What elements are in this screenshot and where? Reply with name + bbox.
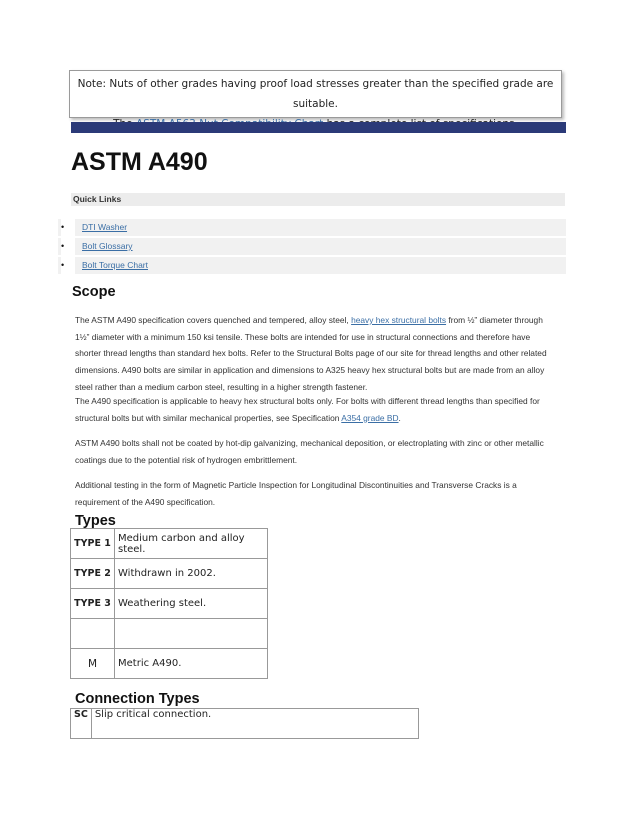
type-key: M xyxy=(71,649,115,679)
quick-link-bolt-torque-chart[interactable] xyxy=(58,257,566,274)
type-key: TYPE 1 xyxy=(71,529,115,559)
type-key: TYPE 3 xyxy=(71,589,115,619)
types-table xyxy=(70,528,268,679)
quick-link-label[interactable]: Bolt Torque Chart xyxy=(82,260,148,270)
table-row xyxy=(71,589,268,619)
connection-types-heading: Connection Types xyxy=(75,691,200,707)
scope-paragraph-3: ASTM A490 bolts shall not be coated by hot-dip galvanizing, mechanical deposition, or electroplating with zinc or other metallic coatings due to the potential risk of hydrogen embrittlement. xyxy=(75,438,544,465)
table-row xyxy=(71,529,268,559)
bullet: • xyxy=(61,219,75,236)
quick-links-heading: Quick Links xyxy=(71,193,565,206)
page-title: ASTM A490 xyxy=(71,148,208,176)
table-row xyxy=(71,559,268,589)
type-value: Weathering steel. xyxy=(115,589,268,619)
type-value: Medium carbon and alloy steel. xyxy=(115,529,268,559)
type-value: Metric A490. xyxy=(115,649,268,679)
connection-value: Slip critical connection. xyxy=(91,709,418,739)
quick-link-label[interactable]: Bolt Glossary xyxy=(82,241,133,251)
quick-link-dti-washer[interactable] xyxy=(58,219,566,236)
note-box xyxy=(69,70,562,118)
connection-types-table xyxy=(70,708,419,739)
connection-key: SC xyxy=(71,709,92,739)
type-key xyxy=(71,619,115,649)
quick-link-bolt-glossary[interactable] xyxy=(58,238,566,255)
type-key: TYPE 2 xyxy=(71,559,115,589)
header-bar xyxy=(71,122,566,133)
scope-paragraph-1: The ASTM A490 specification covers quenched and tempered, alloy steel, heavy hex structural bolts from ½” diameter through 1½” diameter with a minimum 150 ksi tensile. These bolts are intended for use in structural connections and therefore have shorter thread lengths than standard hex bolts. Refer to the Structural Bolts page of our site for thread lengths and other related dimensions. A490 bolts are similar in application and dimensions to A325 heavy hex structural bolts but are made from an alloy steel rather than a medium carbon steel, resulting in a higher strength fastener. xyxy=(75,315,547,392)
scope-heading: Scope xyxy=(72,284,116,300)
type-value xyxy=(115,619,268,649)
type-value: Withdrawn in 2002. xyxy=(115,559,268,589)
scope-paragraph-2: The A490 specification is applicable to heavy hex structural bolts only. For bolts with different thread lengths than specified for structural bolts but with similar mechanical properties, see Specification A354 grade BD. xyxy=(75,396,540,423)
quick-links-list xyxy=(58,219,566,276)
types-heading: Types xyxy=(75,513,116,529)
scope-paragraph-4: Additional testing in the form of Magnetic Particle Inspection for Longitudinal Discontinuities and Transverse Cracks is a requirement of the A490 specification. xyxy=(75,480,517,507)
note-line-1: Note: Nuts of other grades having proof load stresses greater than the specified grade are suitable. xyxy=(77,78,554,110)
a354-grade-bd-link[interactable]: A354 grade BD xyxy=(341,412,399,423)
table-row xyxy=(71,619,268,649)
heavy-hex-structural-bolts-link[interactable]: heavy hex structural bolts xyxy=(351,315,447,325)
table-row xyxy=(71,649,268,679)
table-row xyxy=(71,709,419,739)
bullet: • xyxy=(61,238,75,255)
quick-link-label[interactable]: DTI Washer xyxy=(82,222,128,232)
bullet: • xyxy=(61,257,75,274)
